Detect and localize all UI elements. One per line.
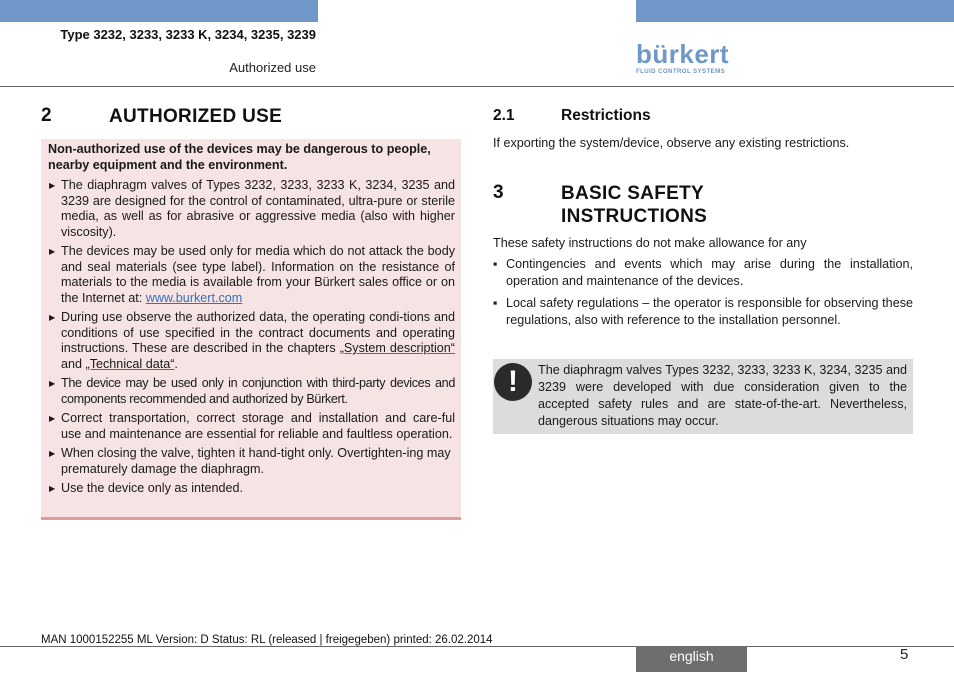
page-number: 5 xyxy=(900,646,909,663)
list-item: ▶ Correct transportation, correct storage and installation and care-ful use and maintenance are essential for reliable and faultless operation. xyxy=(49,411,455,441)
list-item: ▶ The device may be used only in conjunction with third-party devices and components recommended and authorized by Bürkert. xyxy=(49,376,455,406)
chapter-link-technical-data[interactable]: „Technical data“ xyxy=(85,356,175,371)
list-item: ▶ During use observe the authorized data, the operating condi-tions and conditions of use specified in the contract documents and operating instructions. These are described in the chapters „System description“ and „Technical data“. xyxy=(49,310,456,371)
section-title: AUTHORIZED USE xyxy=(109,106,283,127)
logo-tagline: FLUID CONTROL SYSTEMS xyxy=(636,68,726,75)
language-label: english xyxy=(636,646,747,672)
arrow-bullet-icon: ▶ xyxy=(49,414,56,423)
logo-wordmark: bürkert xyxy=(636,39,730,69)
section-title-line1: BASIC SAFETY xyxy=(561,183,704,204)
warning-list xyxy=(48,178,455,501)
list-item: ▪ Local safety regulations – the operator is responsible for observing these regulations, also with reference to the installation personnel. xyxy=(493,296,913,327)
section-2-1-heading xyxy=(493,107,913,127)
header-section-label: Authorized use xyxy=(229,60,316,75)
header-bar-left xyxy=(0,0,318,22)
section-title-line2: INSTRUCTIONS xyxy=(561,206,708,227)
section-number: 2.1 xyxy=(493,107,515,124)
safety-bullets xyxy=(493,256,913,334)
list-item: ▶ When closing the valve, tighten it hand-tight only. Overtighten-ing may prematurely damage the diaphragm. xyxy=(49,446,451,476)
safety-note-text: The diaphragm valves Types 3232, 3233, 3233 K, 3234, 3235 and 3239 were developed with due consideration given to the accepted safety rules and are state-of-the-art. Nevertheless, dangerous situations may occur. xyxy=(538,363,907,428)
list-item: ▶ The devices may be used only for media which do not attack the body and seal materials (see type label). Information on the resistance of materials to the media is available from your Bürkert sales office or on the Internet at: www.burkert.com xyxy=(49,244,455,305)
section-number: 3 xyxy=(493,182,504,203)
arrow-bullet-icon: ▶ xyxy=(49,379,55,388)
arrow-bullet-icon: ▶ xyxy=(49,449,56,458)
warning-box xyxy=(41,139,461,520)
warning-lead: Non-authorized use of the devices may be dangerous to people, nearby equipment and the environment. xyxy=(48,142,431,172)
arrow-bullet-icon: ▶ xyxy=(49,247,56,256)
footer-divider xyxy=(0,646,954,647)
header-bar-right xyxy=(636,0,954,22)
arrow-bullet-icon: ▶ xyxy=(49,181,56,190)
section-number: 2 xyxy=(41,105,52,126)
restrictions-text: If exporting the system/device, observe any existing restrictions. xyxy=(493,136,850,150)
bullet-icon: ▪ xyxy=(493,257,498,271)
document-type-title: Type 3232, 3233, 3233 K, 3234, 3235, 3239 xyxy=(60,27,316,42)
header-divider xyxy=(0,86,954,87)
list-item: ▶ The diaphragm valves of Types 3232, 3233, 3233 K, 3234, 3235 and 3239 are designed for the control of contaminated, ultra-pure or sterile media, as well as for abrasive or aggressive media (also with higher viscosity). xyxy=(49,178,455,239)
chapter-link-system-description[interactable]: „System description“ xyxy=(339,341,456,355)
safety-note-box xyxy=(493,359,913,434)
exclamation-icon: ! xyxy=(494,363,532,401)
document-meta: MAN 1000152255 ML Version: D Status: RL (released | freigegeben) printed: 26.02.2014 xyxy=(41,634,493,646)
safety-intro: These safety instructions do not make allowance for any xyxy=(493,236,807,250)
list-item: ▪ Contingencies and events which may arise during the installation, operation and maintenance of the devices. xyxy=(493,257,913,288)
arrow-bullet-icon: ▶ xyxy=(49,313,56,322)
burkert-logo xyxy=(636,40,736,80)
arrow-bullet-icon: ▶ xyxy=(49,484,56,493)
bullet-icon: ▪ xyxy=(493,296,498,310)
website-link[interactable]: www.burkert.com xyxy=(145,290,243,305)
section-3-heading xyxy=(493,182,913,232)
section-2-heading xyxy=(41,105,461,131)
list-item: ▶ Use the device only as intended. xyxy=(49,481,244,495)
section-title: Restrictions xyxy=(561,107,651,124)
